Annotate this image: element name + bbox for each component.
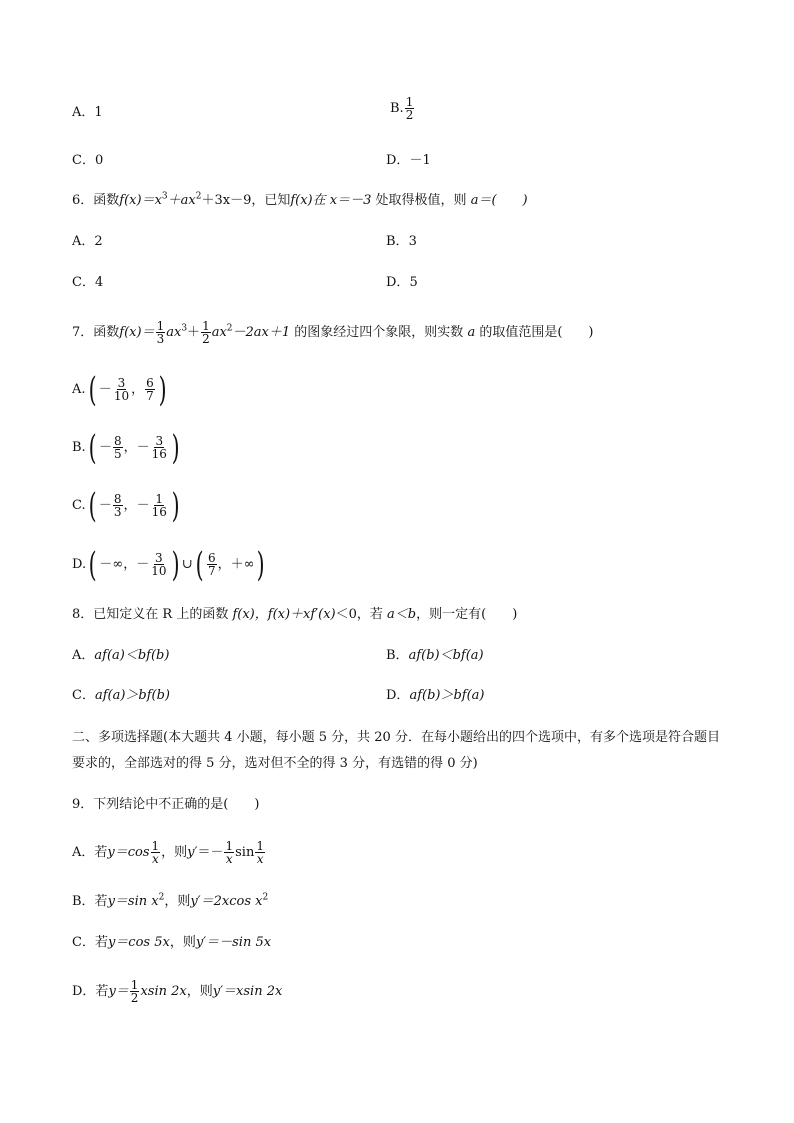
q6-option-c: C．4	[72, 275, 104, 290]
q7-option-b: B.( － $\frac{8}{5}$ ，－ $\frac{3}{16}$ )	[72, 427, 180, 468]
q5-option-a: A．1	[72, 105, 103, 120]
q8-option-b: B．af(b)＜bf(a)	[386, 648, 484, 663]
q5-option-b: B. $\frac{1}{2}$	[390, 95, 414, 122]
q7-option-a: A.( － $\frac{3}{10}$ ， $\frac{6}{7}$ )	[72, 369, 167, 410]
q8-option-a: A．af(a)＜bf(b)	[72, 648, 170, 663]
q9-option-a: A．若y＝cos $\frac{1}{x}$ ，则y′＝－ $\frac{1}{x}$ sin $\frac{1}{x}$	[72, 839, 264, 866]
q7-option-c: C.( － $\frac{8}{3}$ ，－ $\frac{1}{16}$ )	[72, 485, 180, 526]
q6-stem: 6．函数$f(x)=x^3+ax^2+3x-9$，已知f(x)在 x＝－3 处取得极值，则 a＝( )	[72, 191, 528, 208]
q6-option-b: B．3	[386, 234, 417, 249]
q9-option-c: C．若y＝cos 5x，则y′＝－sin 5x	[72, 935, 272, 950]
q8-option-d: D．af(b)＞bf(a)	[386, 688, 485, 703]
q9-option-d: D．若y＝ $\frac{1}{2}$ xsin 2x，则y′＝xsin 2x	[72, 978, 283, 1005]
q9-option-b: B．若y＝sin $x^2$，则y′＝2xcos $x^2$	[72, 892, 269, 909]
section-2-heading: 二、多项选择题(本大题共 4 小题，每小题 5 分，共 20 分．在每小题给出的四个选项中，有多个选项是符合题目要求的，全部选对的得 5 分，选对但不全的得 3 分，有选错的得 0 分)	[72, 730, 720, 771]
q7-option-d: D.( －∞，－ $\frac{3}{10}$ ) ∪( $\frac{6}{7}$ ，＋∞)	[72, 544, 266, 585]
q8-option-c: C．af(a)＞bf(b)	[72, 688, 171, 703]
q6-option-d: D．5	[386, 275, 418, 290]
q5-option-c: C．0	[72, 153, 104, 168]
q5-option-d: D．－1	[386, 153, 431, 168]
q8-stem: 8．已知定义在 R 上的函数 f(x)，f(x)＋xf′(x)＜0，若 a＜b，则一定有( )	[72, 607, 518, 622]
q7-stem: 7．函数f(x)＝ $\frac{1}{3}$ $ax^3+$ $\frac{1}{2}$ $ax^2-2ax+1$ 的图象经过四个象限，则实数 a 的取值范围是( )	[72, 319, 594, 346]
fraction: $\frac{1}{2}$	[405, 95, 414, 122]
q9-stem: 9．下列结论中不正确的是( )	[72, 797, 260, 812]
q6-option-a: A．2	[72, 234, 103, 249]
